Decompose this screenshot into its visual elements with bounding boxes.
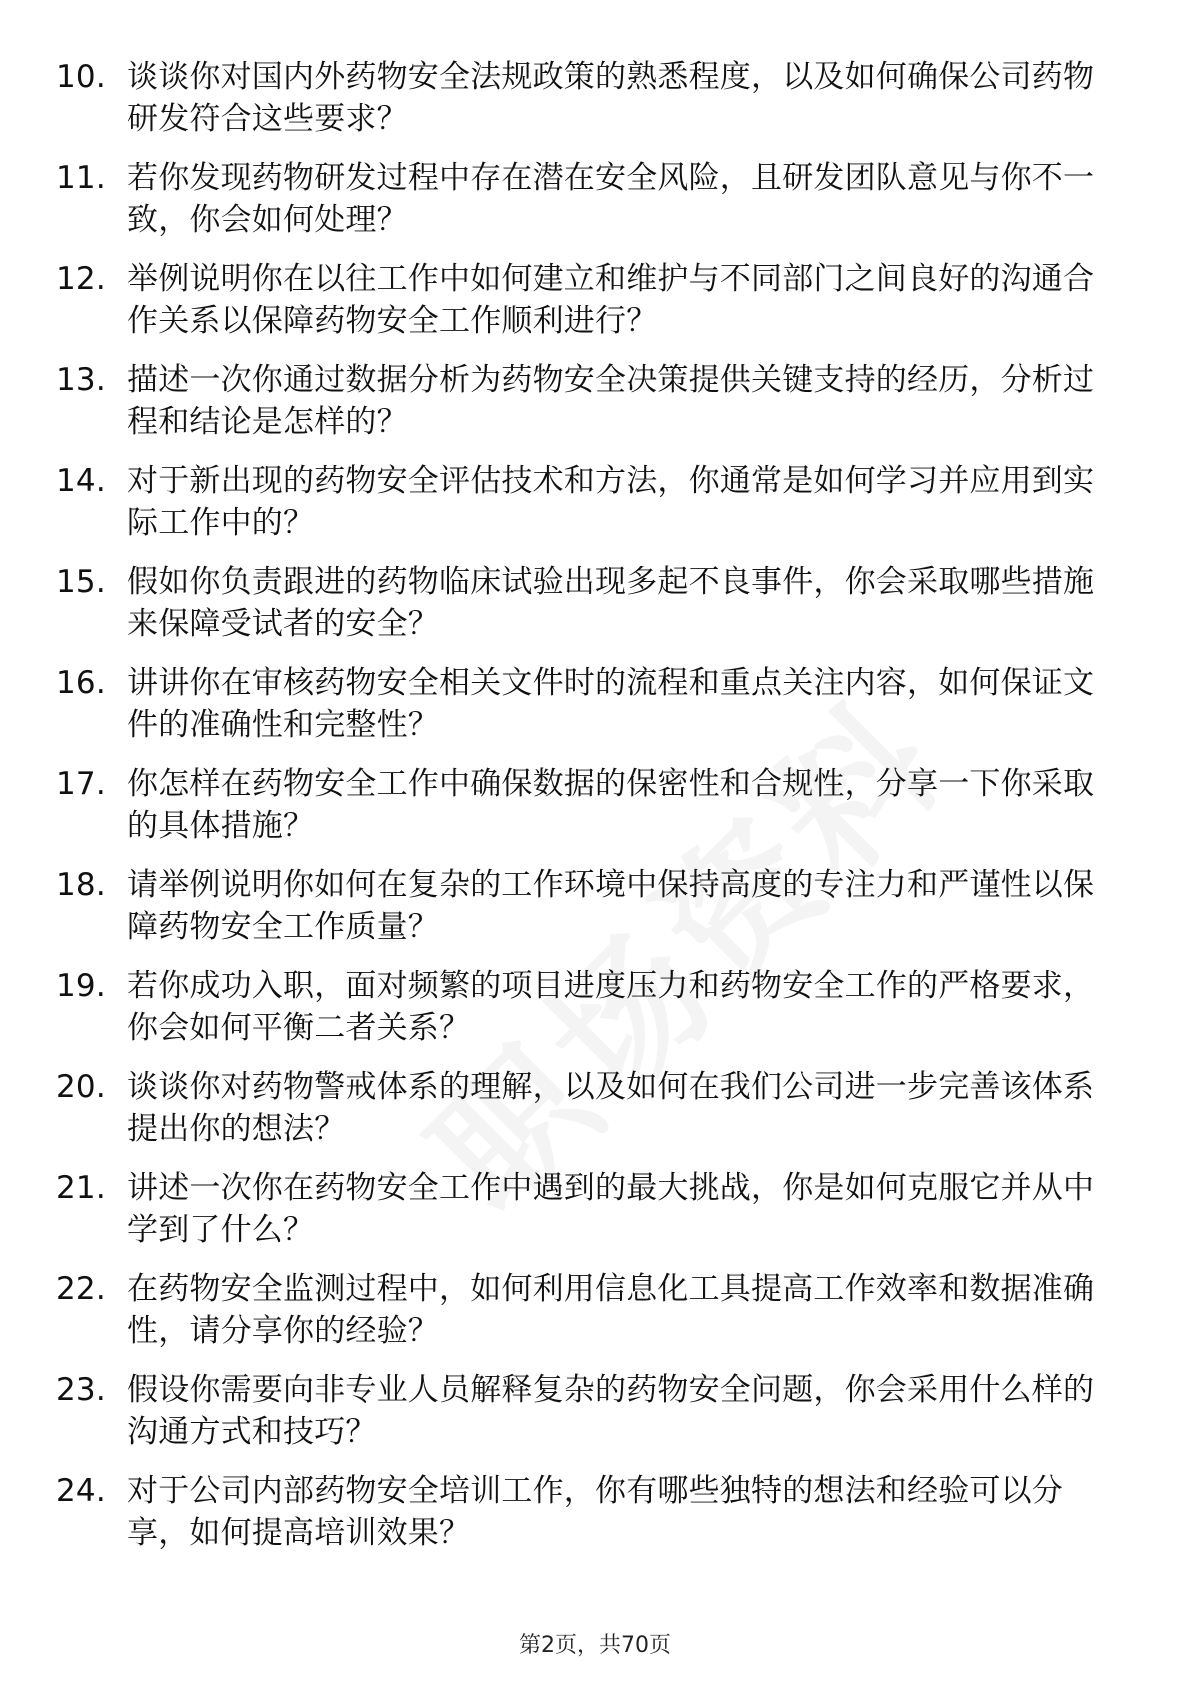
question-item <box>56 1369 1112 1453</box>
question-number: 11. <box>56 160 106 196</box>
question-number: 17. <box>56 766 106 802</box>
question-number: 22. <box>56 1271 106 1307</box>
question-text: 举例说明你在以往工作中如何建立和维护与不同部门之间良好的沟通合作关系以保障药物安全工作顺利进行？ <box>127 261 1095 339</box>
question-number: 24. <box>56 1473 106 1509</box>
question-number: 20. <box>56 1069 106 1105</box>
question-text: 你怎样在药物安全工作中确保数据的保密性和合规性，分享一下你采取的具体措施？ <box>127 766 1095 844</box>
question-number: 23. <box>56 1372 106 1408</box>
question-item <box>56 1066 1112 1150</box>
question-item <box>56 763 1112 847</box>
question-item <box>56 662 1112 746</box>
question-item <box>56 359 1112 443</box>
question-item <box>56 1470 1112 1554</box>
question-number: 15. <box>56 564 106 600</box>
question-number: 18. <box>56 867 106 903</box>
question-item <box>56 965 1112 1049</box>
question-item <box>56 157 1112 241</box>
question-list <box>56 56 1112 1571</box>
question-text: 讲讲你在审核药物安全相关文件时的流程和重点关注内容，如何保证文件的准确性和完整性？ <box>127 665 1095 743</box>
question-number: 19. <box>56 968 106 1004</box>
question-text: 谈谈你对国内外药物安全法规政策的熟悉程度，以及如何确保公司药物研发符合这些要求？ <box>127 59 1095 137</box>
question-text: 假设你需要向非专业人员解释复杂的药物安全问题，你会采用什么样的沟通方式和技巧？ <box>127 1372 1095 1450</box>
question-text: 假如你负责跟进的药物临床试验出现多起不良事件，你会采取哪些措施来保障受试者的安全？ <box>127 564 1095 642</box>
question-text: 请举例说明你如何在复杂的工作环境中保持高度的专注力和严谨性以保障药物安全工作质量？ <box>127 867 1095 945</box>
question-number: 14. <box>56 463 106 499</box>
question-text: 对于新出现的药物安全评估技术和方法，你通常是如何学习并应用到实际工作中的？ <box>127 463 1095 541</box>
question-number: 10. <box>56 59 106 95</box>
question-text: 若你成功入职，面对频繁的项目进度压力和药物安全工作的严格要求，你会如何平衡二者关系？ <box>127 968 1095 1046</box>
question-text: 对于公司内部药物安全培训工作，你有哪些独特的想法和经验可以分享，如何提高培训效果？ <box>127 1473 1063 1551</box>
question-item <box>56 460 1112 544</box>
question-text: 在药物安全监测过程中，如何利用信息化工具提高工作效率和数据准确性，请分享你的经验？ <box>127 1271 1095 1349</box>
question-item <box>56 1167 1112 1251</box>
question-number: 13. <box>56 362 106 398</box>
question-text: 谈谈你对药物警戒体系的理解，以及如何在我们公司进一步完善该体系提出你的想法？ <box>127 1069 1095 1147</box>
page-footer: 第2页，共70页 <box>519 1633 671 1658</box>
question-item <box>56 561 1112 645</box>
question-text: 讲述一次你在药物安全工作中遇到的最大挑战，你是如何克服它并从中学到了什么？ <box>127 1170 1095 1248</box>
question-item <box>56 864 1112 948</box>
question-item <box>56 56 1112 140</box>
question-number: 16. <box>56 665 106 701</box>
question-number: 21. <box>56 1170 106 1206</box>
question-item <box>56 258 1112 342</box>
question-number: 12. <box>56 261 106 297</box>
question-item <box>56 1268 1112 1352</box>
question-text: 若你发现药物研发过程中存在潜在安全风险，且研发团队意见与你不一致，你会如何处理？ <box>127 160 1095 238</box>
question-text: 描述一次你通过数据分析为药物安全决策提供关键支持的经历，分析过程和结论是怎样的？ <box>127 362 1095 440</box>
